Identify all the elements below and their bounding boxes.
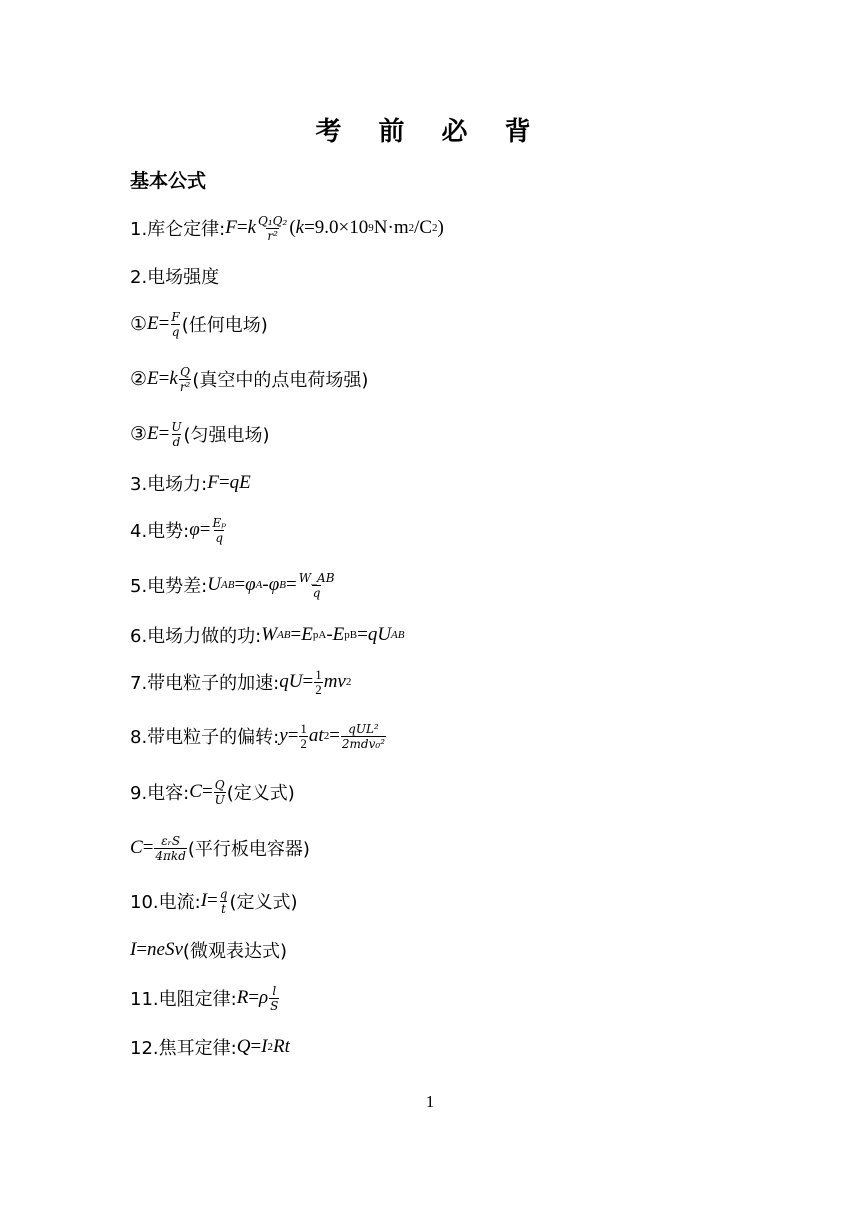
- fraction: [170, 310, 180, 339]
- symbol: R: [236, 987, 249, 1008]
- formula-field-any: [130, 302, 268, 346]
- denominator: 4πkd: [155, 848, 186, 863]
- denominator: d: [172, 434, 181, 449]
- formula-current: [130, 879, 297, 923]
- equals: =: [329, 725, 340, 746]
- numerator: Eₚ: [212, 515, 227, 530]
- equals: =: [236, 217, 248, 238]
- symbol: E: [147, 423, 159, 444]
- symbol: qU: [279, 671, 303, 692]
- symbol: U: [207, 574, 221, 595]
- circled-number: ①: [130, 313, 148, 335]
- equals: =: [201, 781, 213, 802]
- fraction: [299, 722, 308, 751]
- denominator: S: [270, 998, 279, 1013]
- equals: =: [142, 837, 154, 858]
- symbol: φ: [189, 519, 200, 540]
- subscript: B: [279, 579, 286, 591]
- fraction: [154, 834, 186, 863]
- unit: N·m: [373, 217, 409, 238]
- symbol: I: [261, 1036, 268, 1057]
- formula-joule-law: 12.焦耳定律: Q = I 2 Rt: [130, 1036, 290, 1059]
- denominator: U: [214, 792, 225, 807]
- symbol: E: [147, 368, 159, 389]
- symbol: Q: [236, 1036, 251, 1057]
- expression: qE: [229, 472, 251, 493]
- minus: -: [326, 624, 333, 645]
- expression: Rt: [272, 1036, 290, 1057]
- denominator: 2: [300, 735, 307, 751]
- equals: =: [207, 890, 218, 911]
- symbol: k: [295, 217, 305, 238]
- paren: (: [289, 217, 296, 238]
- formula-label: 2.电场强度: [130, 267, 220, 288]
- denominator: q: [171, 324, 180, 339]
- equals: =: [287, 725, 299, 746]
- fraction: [211, 516, 227, 545]
- symbol: F: [207, 472, 219, 493]
- symbol: C: [189, 781, 202, 802]
- fraction: [257, 214, 288, 243]
- symbol: k: [169, 368, 178, 389]
- circled-number: ②: [130, 368, 148, 390]
- symbol: F: [225, 217, 237, 238]
- formula-note: (微观表达式): [182, 941, 287, 962]
- formula-coulomb-law: 1.库仑定律: F = k $\frac{\text{Q₁Q₂}}{\text{r²}}$ ( k =9.0×10 9 N·m 2 /C 2 ): [130, 213, 444, 243]
- formula-label: 8.带电粒子的偏转:: [130, 727, 280, 748]
- fraction: [341, 722, 386, 751]
- expression: neSv: [147, 939, 183, 960]
- formula-potential-difference: [130, 563, 337, 607]
- equals: =: [158, 313, 170, 334]
- formula-field-strength-heading: [130, 254, 219, 298]
- section-heading: 基本公式: [130, 170, 207, 192]
- fraction: [214, 778, 226, 807]
- symbol: I: [200, 890, 208, 911]
- formula-label: 6.电场力做的功:: [130, 626, 262, 647]
- formula-label: 3.电场力:: [130, 474, 208, 495]
- formula-resistance-law: [130, 976, 280, 1020]
- denominator: t: [221, 901, 226, 916]
- equals: =: [218, 472, 230, 493]
- fraction: [314, 668, 323, 697]
- numerator: U: [171, 419, 182, 434]
- symbol: I: [130, 939, 137, 960]
- symbol: E: [147, 313, 159, 334]
- formula-deflection: 8.带电粒子的偏转: y = $\frac{1}{2}$ at 2 = $\frac{\text{qUL²}}{\text{2mdv₀²}}$: [130, 720, 386, 751]
- denominator: 2mdv₀²: [341, 736, 386, 751]
- equals: =: [158, 423, 170, 444]
- subscript: AB: [220, 579, 235, 591]
- symbol: ρ: [259, 987, 269, 1008]
- symbol: C: [130, 837, 143, 858]
- equals: =: [158, 368, 170, 389]
- symbol: φ: [268, 574, 280, 595]
- fraction: [179, 365, 192, 394]
- formula-note: (任何电场): [181, 315, 268, 336]
- fraction: [219, 887, 229, 916]
- fraction: [170, 420, 182, 449]
- numerator: Q: [214, 777, 225, 792]
- formula-note: (真空中的点电荷场强): [192, 370, 369, 391]
- denominator: 2: [315, 681, 322, 697]
- equals: =: [136, 939, 148, 960]
- equals: =: [357, 624, 368, 645]
- equals: =: [290, 624, 302, 645]
- subscript: AB: [277, 629, 291, 641]
- formula-label: 9.电容:: [130, 783, 190, 804]
- page-number: 1: [425, 1092, 435, 1111]
- numerator: 1: [300, 720, 307, 736]
- value: =9.0×10: [304, 217, 369, 238]
- paren: ): [437, 217, 444, 238]
- symbol: φ: [245, 574, 256, 595]
- subscript: AB: [391, 629, 405, 641]
- formula-capacitance: [130, 770, 295, 814]
- equals: =: [285, 574, 297, 595]
- subscript: A: [255, 579, 263, 591]
- formula-potential: [130, 508, 228, 552]
- numerator: F: [171, 309, 180, 324]
- formula-parallel-plate: [130, 826, 310, 870]
- equals: =: [234, 574, 246, 595]
- formula-note: (定义式): [229, 892, 298, 913]
- formula-label: 11.电阻定律:: [130, 989, 237, 1010]
- formula-note: (定义式): [226, 783, 295, 804]
- equals: =: [250, 1036, 262, 1057]
- formula-label: 12.焦耳定律:: [130, 1038, 237, 1059]
- formula-electric-force: [130, 461, 251, 505]
- symbol: E: [301, 624, 313, 645]
- formula-label: 7.带电粒子的加速:: [130, 673, 280, 694]
- fraction: [298, 571, 336, 600]
- numerator: l: [272, 983, 277, 998]
- symbol: E: [332, 624, 345, 645]
- formula-acceleration: 7.带电粒子的加速: qU = $\frac{1}{2}$ mv 2: [130, 666, 352, 697]
- equals: =: [248, 987, 260, 1008]
- denominator: q: [215, 530, 224, 545]
- formula-label: 5.电势差:: [130, 576, 208, 597]
- numerator: q: [219, 886, 228, 901]
- equals: =: [199, 519, 211, 540]
- page-title: 考 前 必 背: [315, 117, 545, 147]
- symbol: mv: [323, 671, 346, 692]
- formula-field-uniform: [130, 412, 270, 456]
- denominator: r²: [179, 379, 191, 394]
- formula-label: 10.电流:: [130, 892, 201, 913]
- formula-micro-current: [130, 928, 287, 972]
- numerator: qUL²: [348, 721, 379, 736]
- denominator: r²: [267, 228, 278, 243]
- symbol: k: [247, 217, 257, 238]
- numerator: 1: [315, 666, 322, 682]
- formula-note: (平行板电容器): [187, 839, 310, 860]
- equals: =: [302, 671, 314, 692]
- unit: /C: [414, 217, 433, 238]
- symbol: y: [279, 725, 288, 746]
- circled-number: ③: [130, 423, 148, 445]
- numerator: Q₁Q₂: [258, 213, 288, 228]
- formula-label: 1.库仑定律:: [130, 219, 226, 240]
- formula-label: 4.电势:: [130, 521, 190, 542]
- symbol: W: [261, 624, 278, 645]
- fraction: [269, 984, 279, 1013]
- numerator: Q: [180, 364, 190, 379]
- numerator: W_AB: [298, 570, 335, 585]
- numerator: εᵣS: [161, 833, 181, 848]
- minus: -: [262, 574, 269, 595]
- denominator: q: [312, 585, 321, 600]
- formula-field-point-charge: [130, 357, 368, 401]
- formula-field-work: 6.电场力做的功: W AB = E pA - E pB = qU AB: [130, 624, 405, 647]
- symbol: at: [308, 725, 324, 746]
- formula-note: (匀强电场): [183, 425, 270, 446]
- symbol: qU: [367, 624, 392, 645]
